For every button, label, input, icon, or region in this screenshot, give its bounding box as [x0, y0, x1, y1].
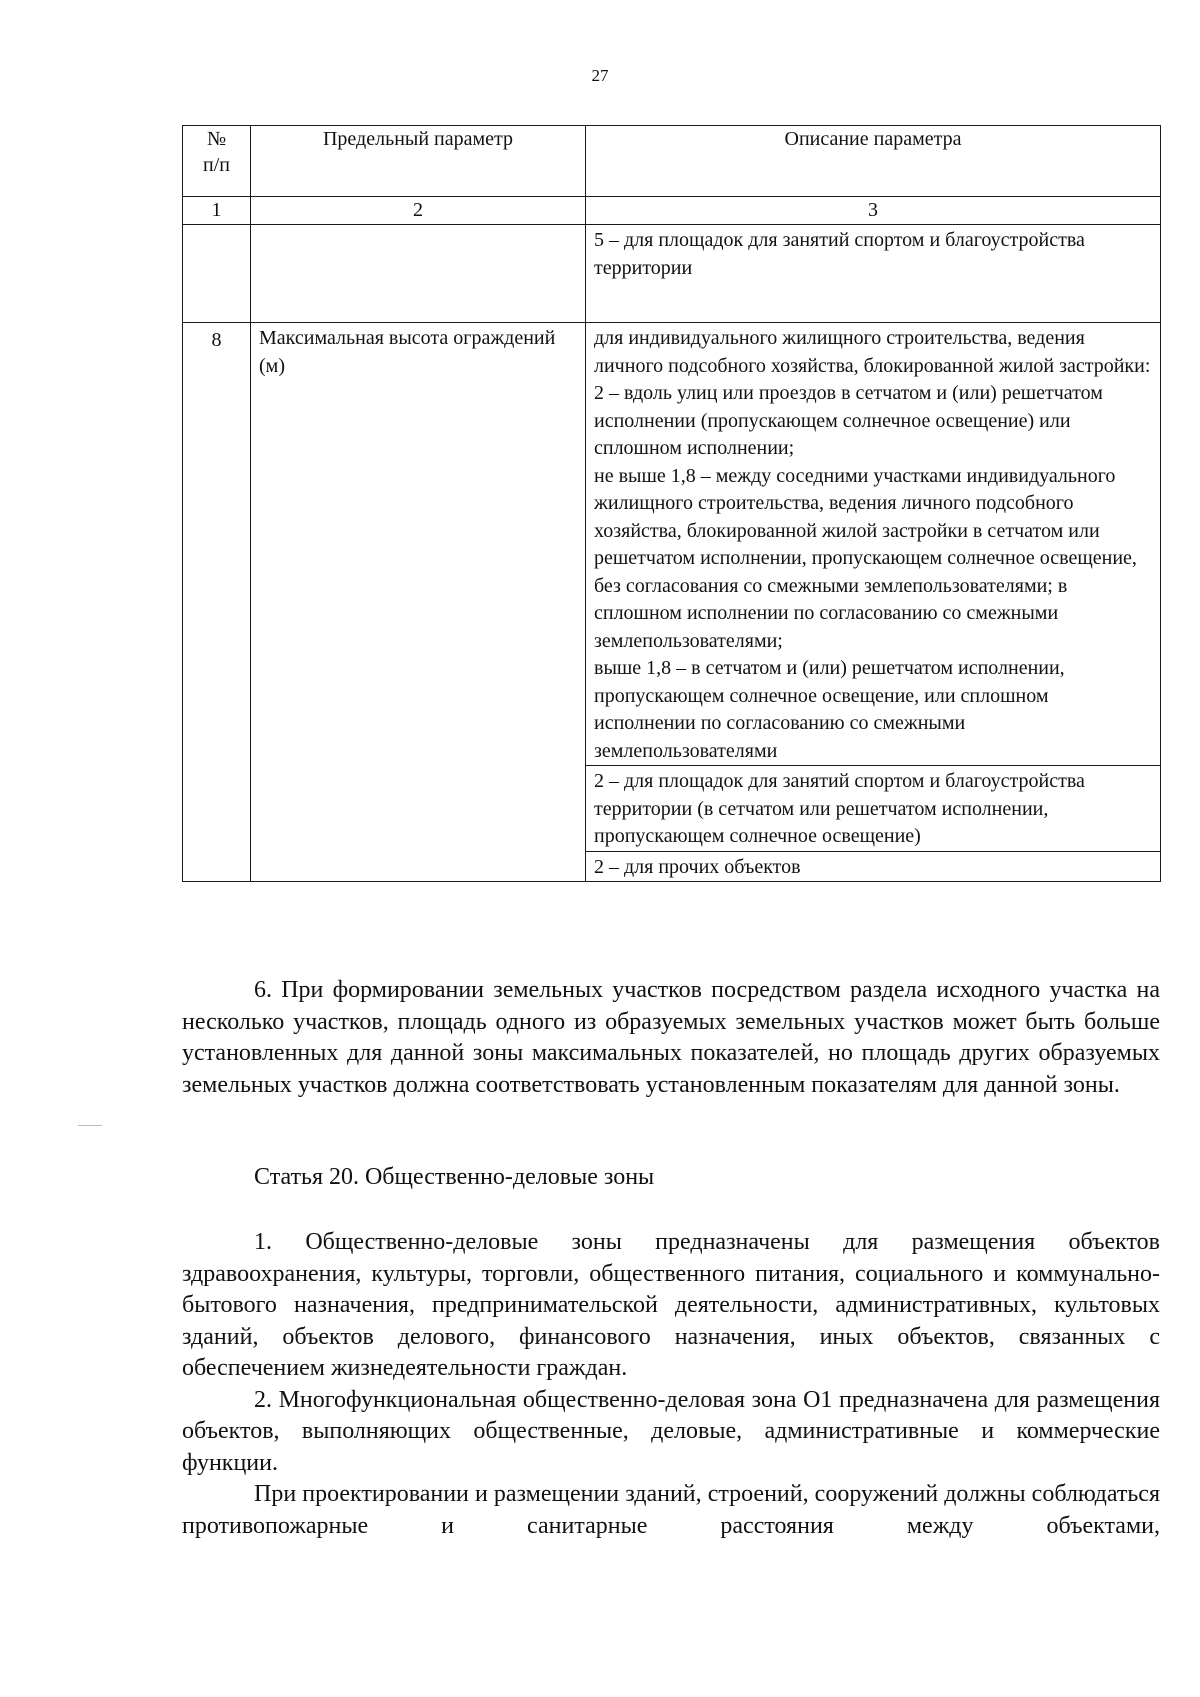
header-number-abbr: п/п — [203, 154, 230, 176]
table-row-8 — [183, 323, 1161, 766]
table-row-continuation — [183, 225, 1161, 323]
column-number-2: 2 — [251, 197, 586, 225]
cell-empty-param — [251, 225, 586, 323]
article-20-body — [182, 1227, 1160, 1542]
cell-row8-desc-residential — [586, 323, 1161, 766]
column-number-1: 1 — [183, 197, 251, 225]
margin-mark — [78, 1125, 102, 1126]
header-number — [183, 126, 251, 197]
cell-continuation-desc: 5 – для площадок для занятий спортом и благоустройства территории — [586, 225, 1161, 323]
article-20-point-1: 1. Общественно-деловые зоны предназначены для размещения объектов здравоохранения, культуры, торговли, общественного питания, социального и коммунально-бытового назначения, предпринимательской деятельности, административных, культовых зданий, объектов делового, финансового назначения, иных объектов, связанных с обеспечением жизнедеятельности граждан. — [182, 1229, 1160, 1381]
article-20-point-2: 2. Многофункциональная общественно-деловая зона О1 предназначена для размещения объектов, выполняющих общественные, деловые, административные и коммерческие функции. — [182, 1386, 1160, 1476]
header-param: Предельный параметр — [251, 126, 586, 197]
column-number-row — [183, 197, 1161, 225]
table-header-row — [183, 126, 1161, 197]
parameters-table — [182, 125, 1161, 882]
header-desc: Описание параметра — [586, 126, 1161, 197]
cell-row8-param: Максимальная высота ограждений (м) — [251, 323, 586, 882]
article-title: Статья 20. Общественно-деловые зоны — [254, 1164, 655, 1190]
paragraph-6-text: 6. При формировании земельных участков посредством раздела исходного участка на несколько участков, площадь одного из образуемых земельных участков может быть больше установленных для данной зоны максимальных показателей, но площадь других образуемых земельных участков должна соответствовать установленным показателям для данной зоны. — [182, 977, 1160, 1098]
article-20-design-note: При проектировании и размещении зданий, строений, сооружений должны соблюдаться противопожарные и санитарные расстояния между объектами, — [182, 1481, 1160, 1539]
paragraph-6 — [182, 975, 1160, 1101]
desc-residential-intro: для индивидуального жилищного строительства, ведения личного подсобного хозяйства, блокированной жилой застройки: — [594, 327, 1151, 377]
cell-empty-num — [183, 225, 251, 323]
header-number-symbol: № — [206, 128, 227, 150]
column-number-3: 3 — [586, 197, 1161, 225]
desc-neighbor-fence: не выше 1,8 – между соседними участками индивидуального жилищного строительства, ведения личного подсобного хозяйства, блокированной жилой застройки в сетчатом или решетчатом исполнении, пропускающем солнечное освещение, без согласования со смежными землепользователями; в сплошном исполнении по согласованию со смежными землепользователями; — [594, 464, 1137, 652]
cell-row8-num: 8 — [183, 323, 251, 882]
cell-row8-desc-sport: 2 – для площадок для занятий спортом и благоустройства территории (в сетчатом или решетчатом исполнении, пропускающем солнечное освещение) — [586, 766, 1161, 852]
cell-row8-desc-other: 2 – для прочих объектов — [586, 851, 1161, 882]
desc-above-limit: выше 1,8 – в сетчатом и (или) решетчатом исполнении, пропускающем солнечное освещение, или сплошном исполнении по согласованию со смежными землепользователями — [594, 657, 1065, 762]
page-number: 27 — [591, 66, 609, 85]
desc-street-fence: 2 – вдоль улиц или проездов в сетчатом и (или) решетчатом исполнении (пропускающем солнечное освещение) или сплошном исполнении; — [594, 382, 1103, 459]
